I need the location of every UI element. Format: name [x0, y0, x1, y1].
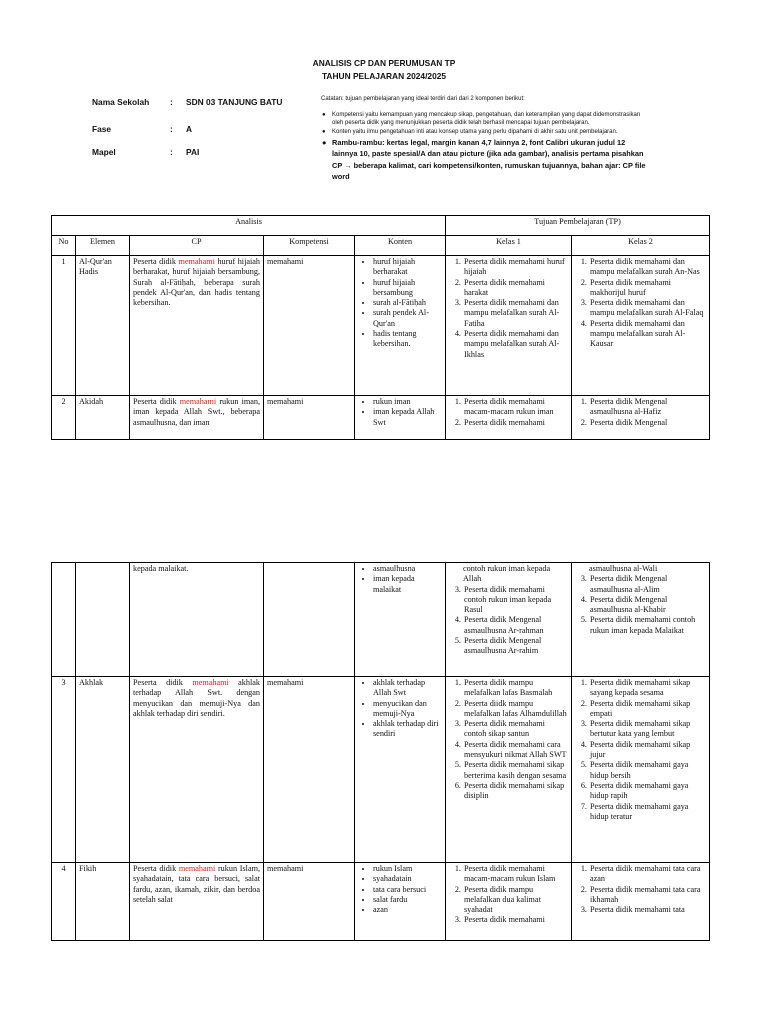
list-item: 1. Peserta didik Mengenal asmaulhusna al-Hafiz	[589, 397, 706, 418]
info-value: SDN 03 TANJUNG BATU	[186, 97, 283, 107]
header-konten: Konten	[355, 236, 446, 256]
bullet-icon: ●	[322, 128, 326, 135]
list-item: 4. Peserta didik memahami dan mampu melafalkan surah Al-Ikhlas	[463, 329, 568, 360]
row-cp: Peserta didik memahami akhlak terhadap Allah Swt. dengan menyucikan dan memuji-Nya dan akhlak terhadap diri sendiri.	[130, 677, 264, 863]
list-item: 4. Peserta didik memahami dan mampu melafalkan surah Al-Kausar	[589, 319, 706, 350]
list-item: • tata cara bersuci	[373, 885, 442, 895]
title-line-2: TAHUN PELAJARAN 2024/2025	[321, 71, 447, 81]
analysis-table-continued	[51, 562, 710, 941]
list-item: • huruf hijaiah bersambung	[373, 278, 442, 299]
header-elemen: Elemen	[76, 236, 130, 256]
info-label: Nama Sekolah	[92, 97, 150, 107]
row-kelas2	[572, 563, 710, 677]
row-konten	[355, 863, 446, 941]
row-elemen: Fikih	[76, 863, 130, 941]
document-title	[0, 57, 768, 83]
row-elemen: Akidah	[76, 396, 130, 440]
row-elemen: Akhlak	[76, 677, 130, 863]
list-item: 3. Peserta didik memahami dan mampu melafalkan surah Al-Fatiha	[463, 298, 568, 329]
info-colon: :	[170, 124, 173, 134]
list-item: 1. Peserta didik memahami macam-macam rukun Islam	[463, 864, 568, 885]
cp-highlight: memahami	[178, 257, 215, 266]
list-item: • huruf hijaiah berharakat	[373, 257, 442, 278]
table-row	[52, 256, 710, 396]
row-kelas1	[446, 256, 572, 396]
list-item: 2. Peserta didik Mengenal	[589, 418, 706, 428]
list-item: 4. Peserta didik Mengenal asmaulhusna Ar-rahman	[463, 615, 568, 636]
list-item: 3. Peserta didik memahami tata	[589, 905, 706, 915]
list-item: 3. Peserta didik memahami sikap bertutur kata yang lembut	[589, 719, 706, 740]
list-item: • iman kepada malaikat	[373, 574, 442, 595]
row-kelas2	[572, 677, 710, 863]
row-kelas2	[572, 256, 710, 396]
list-item: 2. Peserta diidk mampu melafalkan lafas Alhamdulillah	[463, 699, 568, 720]
row-elemen: Al-Qur'an Hadis	[76, 256, 130, 396]
list-item: 2. Peserta didik mampu melafalkan dua kalimat syahadat	[463, 885, 568, 916]
row-elemen	[76, 563, 130, 677]
list-item: 2. Peserta didik memahami makhorijul huruf	[589, 278, 706, 299]
header-analisis: Analisis	[52, 216, 446, 236]
row-konten	[355, 256, 446, 396]
list-item: • menyucikan dan memuji-Nya	[373, 699, 442, 720]
list-item: 1. Peserta didik memahami huruf hijaiah	[463, 257, 568, 278]
row-cp: Peserta didik memahami rukun Islam, syahadatain, tata cara bersuci, salat fardu, azan, ikamah, zikir, dan berdoa setelah salat	[130, 863, 264, 941]
list-item: 3. Peserta didik memahami	[463, 915, 568, 925]
row-konten	[355, 677, 446, 863]
row-cp: Peserta didik memahami rukun iman, iman kepada Allah Swt., beberapa asmaulhusna, dan iman	[130, 396, 264, 440]
row-kelas1	[446, 677, 572, 863]
cp-highlight: memahami	[192, 678, 229, 687]
list-item: 1. Peserta didik memahami sikap sayang kepada sesama	[589, 678, 706, 699]
list-item: • hadis tentang kebersihan.	[373, 329, 442, 350]
list-item: 3. Peserta didik memahami contoh rukun iman kepada Rasul	[463, 585, 568, 616]
row-kelas1	[446, 563, 572, 677]
header-kelas1: Kelas 1	[446, 236, 572, 256]
list-item: • salat fardu	[373, 895, 442, 905]
info-colon: :	[170, 97, 173, 107]
row-konten	[355, 396, 446, 440]
list-item: 1. Peserta didik mampu melafalkan lafas Basmalah	[463, 678, 568, 699]
list-item: 4. Peserta didik Mengenal asmaulhusna al-Khabir	[589, 595, 706, 616]
row-kelas2	[572, 396, 710, 440]
list-item: 1. Peserta didik memahami tata cara azan	[589, 864, 706, 885]
list-item: 3. Peserta didik Mengenal asmaulhusna al-Alim	[589, 574, 706, 595]
info-value: A	[186, 124, 193, 134]
notes-list	[321, 111, 646, 183]
info-colon: :	[170, 147, 173, 157]
list-item: 3. Peserta didik memahami contoh sikap santun	[463, 719, 568, 740]
list-item: • rukun Islam	[373, 864, 442, 874]
header-kelas2: Kelas 2	[572, 236, 710, 256]
row-kompetensi: memahami	[264, 863, 355, 941]
row-no: 3	[52, 677, 76, 863]
info-value: PAI	[186, 147, 200, 157]
analysis-table	[51, 215, 710, 440]
header-kompetensi: Kompetensi	[264, 236, 355, 256]
list-item: • surah pendek Al-Qur'an	[373, 308, 442, 329]
row-kompetensi: memahami	[264, 677, 355, 863]
row-kompetensi: memahami	[264, 256, 355, 396]
info-label: Mapel	[92, 147, 116, 157]
notes-item: ● Kompetensi yaitu kemampuan yang mencakup sikap, pengetahuan, dan keterampilan yang dapat didemonstrasikan oleh peserta didik yang menunjukkan peserta didik telah berhasil mencapai tujuan pembelajaran.	[322, 111, 641, 126]
row-cp: Peserta didik memahami huruf hijaiah berharakat, huruf hijaiah bersambung, Surah al-Fātiḥah, beberapa surah pendek Al-Qur'an, dan hadis tentang kebersihan.	[130, 256, 264, 396]
list-item: 4. Peserta didik memahami cara mensyukuri nikmat Allah SWT	[463, 740, 568, 761]
list-item: 6. Peserta didik memahami gaya hidup rapih	[589, 781, 706, 802]
row-konten	[355, 563, 446, 677]
list-item: 3. Peserta didik memahami dan mampu melafalkan surah Al-Falaq	[589, 298, 706, 319]
list-item: 5. Peserta didik memahami sikap berterima kasih dengan sesama	[463, 760, 568, 781]
notes-block	[321, 95, 646, 182]
title-line-1: ANALISIS CP DAN PERUMUSAN TP	[312, 58, 456, 68]
list-item: 2. Peserta didik memahami harakat	[463, 278, 568, 299]
list-item: • surah al-Fātiḥah	[373, 298, 442, 308]
table-row	[52, 863, 710, 941]
list-item: 7. Peserta didik memahami gaya hidup teratur	[589, 802, 706, 823]
list-item: 2. Peserta didik memahami	[463, 418, 568, 428]
row-kompetensi	[264, 563, 355, 677]
notes-item-rules: ● Rambu-rambu: kertas legal, margin kanan 4,7 lainnya 2, font Calibri ukuran judul 12 lainnya 10, paste spesial/A dan atau picture (jika ada gambar), analisis pertama pisahkan CP → beberapa kalimat, cari kompetensi/konten, rumuskan tujuannya, bahan ajar: CP file word	[322, 138, 646, 181]
row-no	[52, 563, 76, 677]
table-row	[52, 396, 710, 440]
row-no: 1	[52, 256, 76, 396]
list-item: 5. Peserta didik Mengenal asmaulhusna Ar-rahim	[463, 636, 568, 657]
list-item-continued: contoh rukun iman kepada Allah	[463, 564, 551, 584]
notes-intro: Catatan: tujuan pembelajaran yang ideal terdiri dari dari 2 komponen berikut:	[321, 96, 525, 102]
cp-highlight: memahami	[178, 864, 216, 873]
header-cp: CP	[130, 236, 264, 256]
list-item: 4. Peserta didik memahami sikap jujur	[589, 740, 706, 761]
list-item: • rukun iman	[373, 397, 442, 407]
list-item: • iman kepada Allah Swt	[373, 407, 442, 428]
bullet-icon: ●	[322, 111, 326, 118]
row-kompetensi: memahami	[264, 396, 355, 440]
list-item: • syahadatain	[373, 874, 442, 884]
list-item: 6. Peserta didik memahami sikap disiplin	[463, 781, 568, 802]
bullet-icon: ●	[322, 138, 327, 147]
list-item: • akhlak terhadap Allah Swt	[373, 678, 442, 699]
row-no: 4	[52, 863, 76, 941]
row-kelas1	[446, 863, 572, 941]
info-label: Fase	[92, 124, 112, 134]
list-item: • asmaulhusna	[373, 564, 442, 574]
list-item: 5. Peserta didik memahami gaya hidup bersih	[589, 760, 706, 781]
row-kelas1	[446, 396, 572, 440]
row-kelas2	[572, 863, 710, 941]
table-row	[52, 563, 710, 677]
list-item: 1. Peserta didik memahami macam-macam rukun iman	[463, 397, 568, 418]
list-item: • akhlak terhadap diri sendiri	[373, 719, 442, 740]
header-tp: Tujuan Pembelajaran (TP)	[446, 216, 710, 236]
list-item: 2. Peserta didik memahami sikap empati	[589, 699, 706, 720]
header-no: No	[52, 236, 76, 256]
notes-item: ● Konten yaitu ilmu pengetahuan inti atau konsep utama yang perlu dipahami di akhir satu unit pembelajaran.	[322, 128, 618, 135]
list-item: • azan	[373, 905, 442, 915]
list-item: 5. Peserta didik memahami contoh rukun iman kepada Malaikat	[589, 615, 706, 636]
row-no: 2	[52, 396, 76, 440]
row-cp: kepada malaikat.	[130, 563, 264, 677]
cp-highlight: memahami	[179, 397, 217, 406]
list-item: 2. Peserta didik memahami tata cara ikhamah	[589, 885, 706, 906]
table-row	[52, 677, 710, 863]
list-item: 1. Peserta didik memahami dan mampu melafalkan surah An-Nas	[589, 257, 706, 278]
list-item-continued: asmaulhusna al-Wali	[589, 564, 658, 573]
